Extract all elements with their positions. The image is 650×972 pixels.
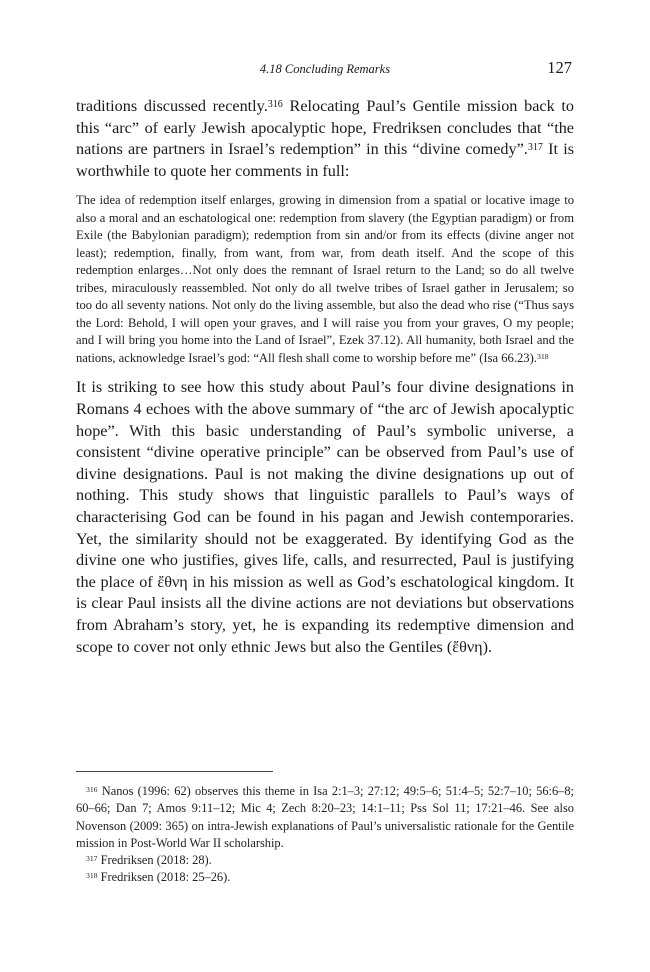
- running-head: 4.18 Concluding Remarks: [259, 62, 391, 76]
- footnote-316: [76, 783, 574, 852]
- footnote-318-text: Fredriksen (2018: 25–26).: [97, 870, 231, 885]
- page-number: 127: [547, 58, 572, 77]
- footnote-ref-318[interactable]: 318: [536, 351, 549, 361]
- paragraph-conclusion: It is striking to see how this study about Paul’s four divine designations in Romans 4 echoes with the above summary of “the arc of Jewish apocalyptic hope”. With this basic understanding of Paul’s symbolic universe, a consistent “divine operative principle” can be observed from Paul’s use of divine designations. Paul is not making the divine designations up out of nothing. This study shows that linguistic parallels to Paul’s ways of characterising God can be found in his pagan and Jewish contemporaries. Yet, the similarity should not be exaggerated. By identifying God as the divine one who justifies, gives life, calls, and resurrected, Paul is justifying the place of ἔθνη in his mission as well as God’s eschatological kingdom. It is clear Paul insists all the divine actions are not deviations but observations from Abraham’s story, yet, he is expanding its redemptive dimension and scope to cover not only ethnic Jews but also the Gentiles (ἔθνη).: [76, 378, 574, 656]
- paragraph-intro-text-a: traditions discussed recently.: [76, 97, 268, 115]
- paragraph-intro-text-b: Relocating Paul’s Gentile mission back to this “arc” of early Jewish apocalyptic hope, Fredriksen concludes that “the nations are partners in Israel’s redemption” in this “divine comedy”.: [76, 97, 574, 159]
- footnote-317-text: Fredriksen (2018: 28).: [97, 853, 212, 868]
- paragraph-intro: [76, 96, 574, 182]
- block-quote-text: The idea of redemption itself enlarges, growing in dimension from a spatial or locative image to also a moral and an eschatological one: redemption from slavery (the Egyptian paradigm) or from Exile (the Babylonian paradigm); redemption from sin and/or from its effects (divine anger not least); redemption, finally, from want, from war, from death itself. And the scope of this redemption enlarges…Not only does the remnant of Israel return to the Land; so do all twelve tribes, miraculously reassembled. Not only do all twelve tribes of Israel gather in Jerusalem; so too do all seventy nations. Not only do the living assemble, but also the dead who rise (“Thus says the Lord: Behold, I will open your graves, and I will raise you from your graves, O my people; and I will bring you home into the Land of Israel”, Ezek 37.12). All humanity, both Israel and the nations, acknowledge Israel’s god: “All flesh shall come to worship before me” (Isa 66.23).: [76, 193, 574, 365]
- footnote-divider: [76, 771, 273, 772]
- block-quote: [76, 192, 574, 367]
- footnote-317: [76, 852, 574, 869]
- footnote-ref-316[interactable]: 316: [267, 98, 283, 110]
- footnote-318: [76, 869, 574, 886]
- footnotes: [76, 783, 574, 887]
- footnote-number-317: 317: [86, 853, 98, 863]
- main-body: [76, 96, 574, 658]
- paragraph-intro-text-c: It is worthwhile to quote her comments in full:: [76, 140, 575, 180]
- footnote-316-text: Nanos (1996: 62) observes this theme in Isa 2:1–3; 27:12; 49:5–6; 51:4–5; 52:7–10; 56:6–8; 60–66; Dan 7; Amos 9:11–12; Mic 4; Zech 8:20–23; 14:1–11; Pss Sol 11; 17:21–46. See also Novenson (2009: 365) on intra-Jewish explanations of Paul’s universalistic rationale for the Gentile mission in Post-World War II scholarship.: [76, 784, 574, 850]
- page-header: [76, 58, 574, 82]
- footnote-number-318: 318: [86, 871, 98, 881]
- footnote-number-316: 316: [86, 784, 98, 794]
- footnote-ref-317[interactable]: 317: [527, 141, 543, 153]
